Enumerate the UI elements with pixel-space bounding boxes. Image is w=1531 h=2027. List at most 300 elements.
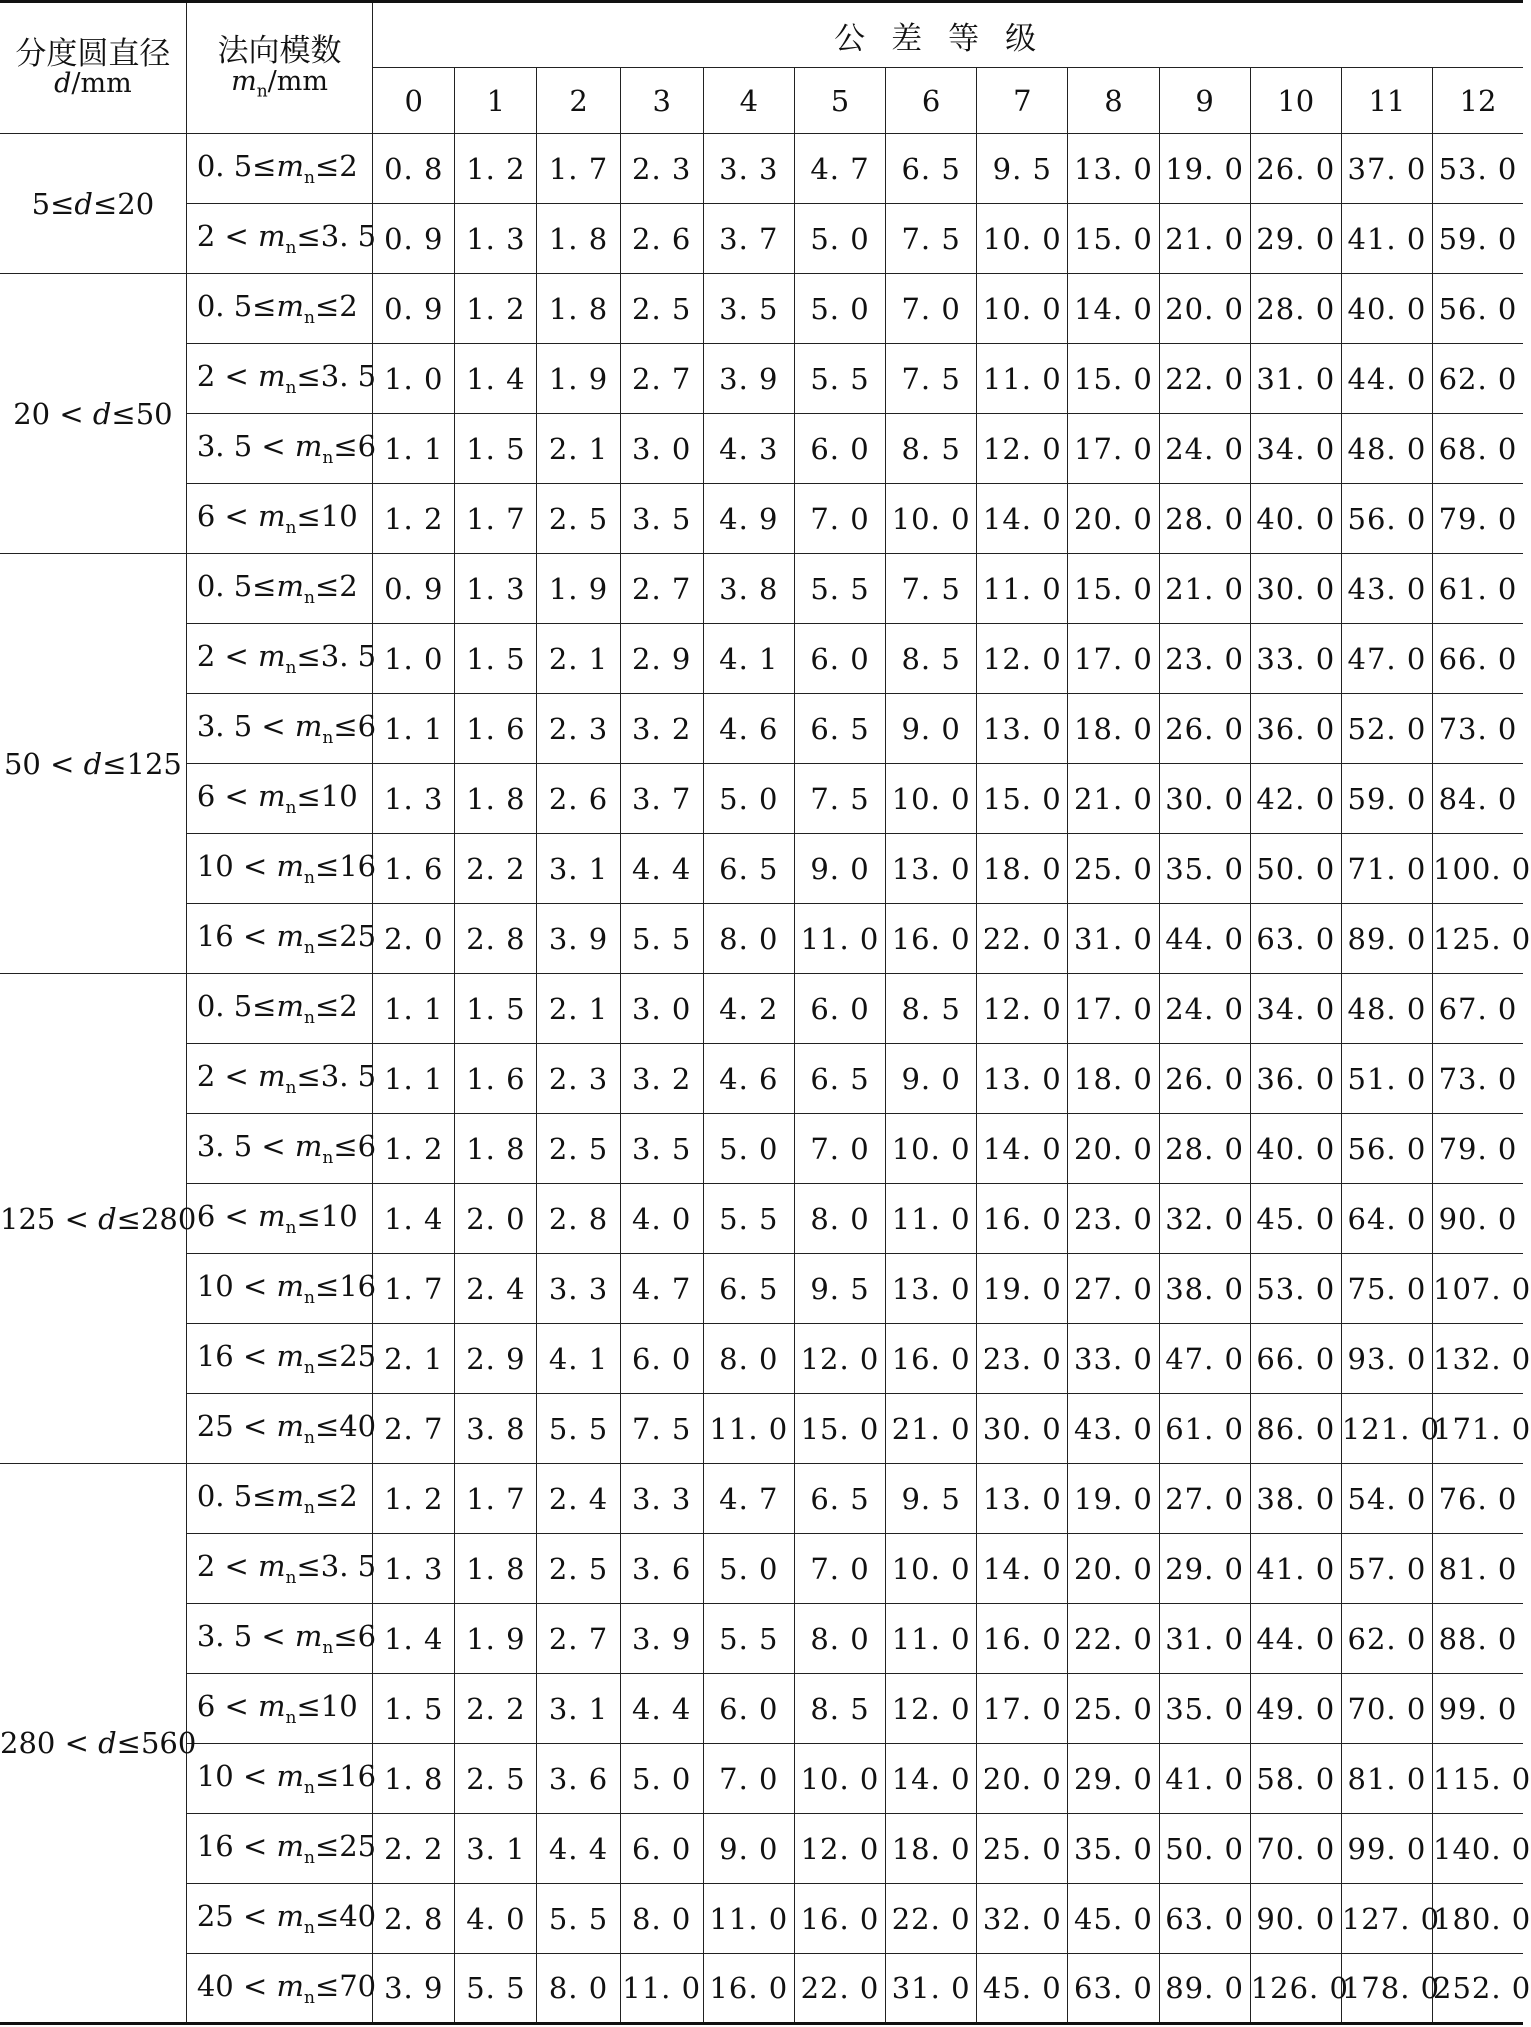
tolerance-value-cell: 1. 4 <box>373 1184 455 1254</box>
tolerance-value-cell: 6. 5 <box>703 834 794 904</box>
tolerance-value-cell: 14. 0 <box>977 484 1068 554</box>
tolerance-value-cell: 8. 0 <box>537 1954 620 2024</box>
tolerance-value-cell: 54. 0 <box>1341 1464 1432 1534</box>
tolerance-value-cell: 17. 0 <box>1068 974 1159 1044</box>
grade-header-10: 10 <box>1250 68 1341 134</box>
tolerance-value-cell: 13. 0 <box>886 834 977 904</box>
tolerance-value-cell: 2. 7 <box>373 1394 455 1464</box>
tolerance-value-cell: 8. 5 <box>794 1674 885 1744</box>
tolerance-value-cell: 28. 0 <box>1159 1114 1250 1184</box>
tolerance-value-cell: 2. 9 <box>455 1324 537 1394</box>
tolerance-value-cell: 61. 0 <box>1159 1394 1250 1464</box>
tolerance-value-cell: 5. 5 <box>794 554 885 624</box>
table-row <box>0 1114 1523 1184</box>
table-row <box>0 1044 1523 1114</box>
tolerance-value-cell: 79. 0 <box>1433 484 1524 554</box>
tolerance-value-cell: 59. 0 <box>1341 764 1432 834</box>
grade-header-4: 4 <box>703 68 794 134</box>
tolerance-value-cell: 73. 0 <box>1433 694 1524 764</box>
tolerance-value-cell: 12. 0 <box>977 414 1068 484</box>
tolerance-value-cell: 1. 7 <box>455 484 537 554</box>
tolerance-value-cell: 3. 5 <box>620 1114 703 1184</box>
tolerance-value-cell: 1. 4 <box>373 1604 455 1674</box>
tolerance-value-cell: 9. 0 <box>886 694 977 764</box>
tolerance-value-cell: 2. 1 <box>373 1324 455 1394</box>
tolerance-value-cell: 21. 0 <box>1159 554 1250 624</box>
module-range-cell: 0. $5\le m_n\le 2$ <box>186 974 372 1044</box>
grade-header-8: 8 <box>1068 68 1159 134</box>
diameter-range-cell: 125 < d≤280 <box>0 974 186 1464</box>
tolerance-value-cell: 1. 4 <box>455 344 537 414</box>
grade-header-3: 3 <box>620 68 703 134</box>
tolerance-value-cell: 5. 0 <box>794 274 885 344</box>
tolerance-value-cell: 171. 0 <box>1433 1394 1524 1464</box>
tolerance-value-cell: 2. 5 <box>455 1744 537 1814</box>
tolerance-value-cell: 4. 2 <box>703 974 794 1044</box>
tolerance-value-cell: 7. 0 <box>794 1534 885 1604</box>
tolerance-value-cell: 6. 5 <box>886 134 977 204</box>
module-range-cell: $2 < m_n\le 3$. 5 <box>186 1044 372 1114</box>
tolerance-value-cell: 107. 0 <box>1433 1254 1524 1324</box>
tolerance-value-cell: 7. 5 <box>794 764 885 834</box>
tolerance-value-cell: 4. 4 <box>537 1814 620 1884</box>
tolerance-value-cell: 18. 0 <box>886 1814 977 1884</box>
tolerance-value-cell: 25. 0 <box>977 1814 1068 1884</box>
table-row <box>0 1324 1523 1394</box>
tolerance-value-cell: 81. 0 <box>1341 1744 1432 1814</box>
tolerance-value-cell: 20. 0 <box>1159 274 1250 344</box>
tolerance-value-cell: 41. 0 <box>1341 204 1432 274</box>
tolerance-value-cell: 16. 0 <box>886 904 977 974</box>
tolerance-value-cell: 7. 0 <box>886 274 977 344</box>
tolerance-value-cell: 2. 3 <box>537 1044 620 1114</box>
tolerance-value-cell: 3. 9 <box>620 1604 703 1674</box>
tolerance-value-cell: 45. 0 <box>977 1954 1068 2024</box>
tolerance-value-cell: 1. 3 <box>373 1534 455 1604</box>
tolerance-value-cell: 2. 0 <box>455 1184 537 1254</box>
tolerance-value-cell: 2. 2 <box>455 1674 537 1744</box>
tolerance-value-cell: 31. 0 <box>1068 904 1159 974</box>
tolerance-value-cell: 2. 5 <box>537 1114 620 1184</box>
table-row <box>0 1394 1523 1464</box>
grade-header-0: 0 <box>373 68 455 134</box>
tolerance-value-cell: 33. 0 <box>1068 1324 1159 1394</box>
tolerance-value-cell: 16. 0 <box>703 1954 794 2024</box>
module-range-cell: 0. $5\le m_n\le 2$ <box>186 1464 372 1534</box>
module-range-cell: $16 < m_n\le 25$ <box>186 1814 372 1884</box>
tolerance-value-cell: 1. 8 <box>455 764 537 834</box>
tolerance-value-cell: 34. 0 <box>1250 974 1341 1044</box>
tolerance-value-cell: 3. 5 <box>620 484 703 554</box>
module-range-cell: $2 < m_n\le 3$. 5 <box>186 344 372 414</box>
tolerance-value-cell: 3. 8 <box>703 554 794 624</box>
tolerance-value-cell: 12. 0 <box>886 1674 977 1744</box>
tolerance-value-cell: 22. 0 <box>1068 1604 1159 1674</box>
tolerance-value-cell: 26. 0 <box>1159 694 1250 764</box>
tolerance-value-cell: 43. 0 <box>1068 1394 1159 1464</box>
table-row <box>0 1254 1523 1324</box>
tolerance-value-cell: 43. 0 <box>1341 554 1432 624</box>
table-row <box>0 1884 1523 1954</box>
tolerance-value-cell: 36. 0 <box>1250 694 1341 764</box>
table-row <box>0 414 1523 484</box>
tolerance-value-cell: 31. 0 <box>886 1954 977 2024</box>
header-module-title: 法向模数 <box>217 33 342 70</box>
tolerance-value-cell: 21. 0 <box>1068 764 1159 834</box>
tolerance-value-cell: 2. 1 <box>537 414 620 484</box>
module-range-cell: $6 < m_n\le 10$ <box>186 1184 372 1254</box>
tolerance-value-cell: 47. 0 <box>1341 624 1432 694</box>
tolerance-value-cell: 35. 0 <box>1159 1674 1250 1744</box>
tolerance-value-cell: 50. 0 <box>1250 834 1341 904</box>
tolerance-value-cell: 4. 7 <box>703 1464 794 1534</box>
tolerance-value-cell: 62. 0 <box>1341 1604 1432 1674</box>
grade-header-9: 9 <box>1159 68 1250 134</box>
header-tolerance-grade: 公差等级 <box>373 2 1523 68</box>
tolerance-value-cell: 14. 0 <box>886 1744 977 1814</box>
tolerance-value-cell: 1. 3 <box>373 764 455 834</box>
tolerance-value-cell: 4. 7 <box>620 1254 703 1324</box>
tolerance-value-cell: 20. 0 <box>1068 1114 1159 1184</box>
tolerance-value-cell: 48. 0 <box>1341 414 1432 484</box>
tolerance-value-cell: 8. 5 <box>886 414 977 484</box>
tolerance-value-cell: 38. 0 <box>1159 1254 1250 1324</box>
table-row <box>0 484 1523 554</box>
tolerance-value-cell: 2. 3 <box>620 134 703 204</box>
tolerance-value-cell: 4. 7 <box>794 134 885 204</box>
diameter-range-cell: 5≤d≤20 <box>0 134 186 274</box>
tolerance-value-cell: 27. 0 <box>1159 1464 1250 1534</box>
tolerance-value-cell: 132. 0 <box>1433 1324 1524 1394</box>
tolerance-value-cell: 29. 0 <box>1068 1744 1159 1814</box>
tolerance-value-cell: 16. 0 <box>977 1184 1068 1254</box>
tolerance-value-cell: 31. 0 <box>1159 1604 1250 1674</box>
tolerance-value-cell: 1. 3 <box>455 554 537 624</box>
tolerance-value-cell: 3. 0 <box>620 974 703 1044</box>
tolerance-value-cell: 1. 8 <box>455 1114 537 1184</box>
tolerance-value-cell: 5. 0 <box>703 1534 794 1604</box>
tolerance-value-cell: 16. 0 <box>886 1324 977 1394</box>
tolerance-value-cell: 44. 0 <box>1250 1604 1341 1674</box>
tolerance-value-cell: 24. 0 <box>1159 974 1250 1044</box>
tolerance-value-cell: 1. 2 <box>455 134 537 204</box>
tolerance-value-cell: 3. 0 <box>620 414 703 484</box>
tolerance-value-cell: 252. 0 <box>1433 1954 1524 2024</box>
tolerance-value-cell: 47. 0 <box>1159 1324 1250 1394</box>
tolerance-value-cell: 26. 0 <box>1250 134 1341 204</box>
tolerance-value-cell: 13. 0 <box>1068 134 1159 204</box>
tolerance-value-cell: 10. 0 <box>886 1114 977 1184</box>
tolerance-value-cell: 14. 0 <box>977 1114 1068 1184</box>
tolerance-value-cell: 8. 0 <box>703 1324 794 1394</box>
tolerance-value-cell: 35. 0 <box>1068 1814 1159 1884</box>
tolerance-value-cell: 30. 0 <box>977 1394 1068 1464</box>
tolerance-value-cell: 2. 8 <box>373 1884 455 1954</box>
tolerance-value-cell: 11. 0 <box>977 344 1068 414</box>
tolerance-value-cell: 11. 0 <box>703 1884 794 1954</box>
tolerance-value-cell: 1. 9 <box>537 344 620 414</box>
tolerance-value-cell: 4. 0 <box>455 1884 537 1954</box>
tolerance-value-cell: 13. 0 <box>977 1464 1068 1534</box>
tolerance-value-cell: 99. 0 <box>1341 1814 1432 1884</box>
tolerance-value-cell: 11. 0 <box>794 904 885 974</box>
table-row <box>0 1744 1523 1814</box>
tolerance-value-cell: 9. 5 <box>977 134 1068 204</box>
tolerance-value-cell: 19. 0 <box>977 1254 1068 1324</box>
tolerance-value-cell: 75. 0 <box>1341 1254 1432 1324</box>
tolerance-value-cell: 5. 5 <box>703 1184 794 1254</box>
tolerance-value-cell: 41. 0 <box>1159 1744 1250 1814</box>
table-row <box>0 554 1523 624</box>
tolerance-value-cell: 48. 0 <box>1341 974 1432 1044</box>
tolerance-value-cell: 2. 5 <box>537 484 620 554</box>
tolerance-value-cell: 23. 0 <box>977 1324 1068 1394</box>
tolerance-value-cell: 6. 0 <box>794 974 885 1044</box>
tolerance-value-cell: 13. 0 <box>977 694 1068 764</box>
tolerance-value-cell: 3. 6 <box>620 1534 703 1604</box>
tolerance-value-cell: 89. 0 <box>1159 1954 1250 2024</box>
table-row <box>0 274 1523 344</box>
tolerance-value-cell: 17. 0 <box>1068 624 1159 694</box>
tolerance-value-cell: 44. 0 <box>1341 344 1432 414</box>
tolerance-value-cell: 44. 0 <box>1159 904 1250 974</box>
tolerance-value-cell: 15. 0 <box>977 764 1068 834</box>
tolerance-value-cell: 3. 1 <box>537 1674 620 1744</box>
tolerance-value-cell: 40. 0 <box>1250 1114 1341 1184</box>
tolerance-value-cell: 2. 7 <box>620 344 703 414</box>
tolerance-value-cell: 1. 8 <box>455 1534 537 1604</box>
tolerance-value-cell: 45. 0 <box>1250 1184 1341 1254</box>
tolerance-value-cell: 29. 0 <box>1159 1534 1250 1604</box>
tolerance-value-cell: 68. 0 <box>1433 414 1524 484</box>
tolerance-value-cell: 51. 0 <box>1341 1044 1432 1114</box>
tolerance-value-cell: 17. 0 <box>977 1674 1068 1744</box>
grade-header-11: 11 <box>1341 68 1432 134</box>
tolerance-value-cell: 3. 7 <box>703 204 794 274</box>
tolerance-value-cell: 5. 5 <box>703 1604 794 1674</box>
tolerance-value-cell: 4. 3 <box>703 414 794 484</box>
header-diameter-title: 分度圆直径 <box>15 35 171 72</box>
tolerance-value-cell: 2. 4 <box>455 1254 537 1324</box>
tolerance-value-cell: 8. 0 <box>794 1604 885 1674</box>
tolerance-value-cell: 89. 0 <box>1341 904 1432 974</box>
diameter-range-cell: 50 < d≤125 <box>0 554 186 974</box>
tolerance-value-cell: 6. 5 <box>794 1464 885 1534</box>
tolerance-value-cell: 67. 0 <box>1433 974 1524 1044</box>
tolerance-value-cell: 2. 0 <box>373 904 455 974</box>
tolerance-value-cell: 9. 0 <box>794 834 885 904</box>
tolerance-value-cell: 0. 9 <box>373 554 455 624</box>
tolerance-value-cell: 86. 0 <box>1250 1394 1341 1464</box>
tolerance-value-cell: 3. 9 <box>703 344 794 414</box>
tolerance-value-cell: 125. 0 <box>1433 904 1524 974</box>
tolerance-value-cell: 93. 0 <box>1341 1324 1432 1394</box>
tolerance-value-cell: 1. 1 <box>373 694 455 764</box>
tolerance-value-cell: 1. 7 <box>373 1254 455 1324</box>
tolerance-value-cell: 5. 5 <box>537 1884 620 1954</box>
tolerance-value-cell: 7. 0 <box>794 1114 885 1184</box>
tolerance-value-cell: 7. 0 <box>794 484 885 554</box>
tolerance-value-cell: 10. 0 <box>977 204 1068 274</box>
tolerance-value-cell: 3. 1 <box>537 834 620 904</box>
tolerance-value-cell: 76. 0 <box>1433 1464 1524 1534</box>
table-row <box>0 344 1523 414</box>
tolerance-value-cell: 3. 7 <box>620 764 703 834</box>
table-row <box>0 204 1523 274</box>
tolerance-value-cell: 4. 6 <box>703 1044 794 1114</box>
module-range-cell: 0. $5\le m_n\le 2$ <box>186 134 372 204</box>
module-range-cell: $6 < m_n\le 10$ <box>186 484 372 554</box>
tolerance-value-cell: 121. 0 <box>1341 1394 1432 1464</box>
tolerance-value-cell: 178. 0 <box>1341 1954 1432 2024</box>
module-range-cell: 0. $5\le m_n\le 2$ <box>186 554 372 624</box>
tolerance-value-cell: 5. 5 <box>620 904 703 974</box>
header-module-unit: $m_n/mm$ <box>231 65 328 102</box>
tolerance-value-cell: 63. 0 <box>1250 904 1341 974</box>
tolerance-value-cell: 6. 0 <box>620 1324 703 1394</box>
tolerance-value-cell: 66. 0 <box>1433 624 1524 694</box>
tolerance-value-cell: 20. 0 <box>1068 1534 1159 1604</box>
tolerance-value-cell: 1. 0 <box>373 624 455 694</box>
tolerance-value-cell: 12. 0 <box>794 1324 885 1394</box>
module-range-cell: $10 < m_n\le 16$ <box>186 1744 372 1814</box>
tolerance-value-cell: 28. 0 <box>1159 484 1250 554</box>
tolerance-value-cell: 5. 5 <box>794 344 885 414</box>
tolerance-value-cell: 88. 0 <box>1433 1604 1524 1674</box>
tolerance-value-cell: 53. 0 <box>1250 1254 1341 1324</box>
module-range-cell: $16 < m_n\le 25$ <box>186 904 372 974</box>
tolerance-value-cell: 12. 0 <box>977 624 1068 694</box>
tolerance-value-cell: 13. 0 <box>886 1254 977 1324</box>
tolerance-value-cell: 15. 0 <box>1068 204 1159 274</box>
tolerance-value-cell: 4. 6 <box>703 694 794 764</box>
tolerance-value-cell: 17. 0 <box>1068 414 1159 484</box>
grade-header-6: 6 <box>886 68 977 134</box>
tolerance-value-cell: 64. 0 <box>1341 1184 1432 1254</box>
tolerance-value-cell: 2. 9 <box>620 624 703 694</box>
tolerance-value-cell: 30. 0 <box>1159 764 1250 834</box>
tolerance-value-cell: 1. 5 <box>373 1674 455 1744</box>
tolerance-value-cell: 9. 5 <box>794 1254 885 1324</box>
tolerance-value-cell: 9. 0 <box>703 1814 794 1884</box>
tolerance-value-cell: 1. 3 <box>455 204 537 274</box>
tolerance-value-cell: 2. 7 <box>620 554 703 624</box>
tolerance-value-cell: 2. 3 <box>537 694 620 764</box>
tolerance-value-cell: 1. 1 <box>373 974 455 1044</box>
tolerance-value-cell: 3. 3 <box>620 1464 703 1534</box>
tolerance-value-cell: 1. 6 <box>455 694 537 764</box>
tolerance-value-cell: 2. 5 <box>537 1534 620 1604</box>
grade-header-5: 5 <box>794 68 885 134</box>
tolerance-value-cell: 8. 5 <box>886 974 977 1044</box>
tolerance-value-cell: 18. 0 <box>1068 1044 1159 1114</box>
tolerance-value-cell: 37. 0 <box>1341 134 1432 204</box>
table-row <box>0 764 1523 834</box>
module-range-cell: 3. $5 < m_n\le 6$ <box>186 414 372 484</box>
tolerance-value-cell: 34. 0 <box>1250 414 1341 484</box>
tolerance-value-cell: 25. 0 <box>1068 1674 1159 1744</box>
tolerance-value-cell: 6. 5 <box>794 1044 885 1114</box>
tolerance-value-cell: 1. 5 <box>455 414 537 484</box>
tolerance-value-cell: 7. 5 <box>886 554 977 624</box>
tolerance-value-cell: 71. 0 <box>1341 834 1432 904</box>
module-range-cell: $25 < m_n\le 40$ <box>186 1884 372 1954</box>
header-normal-module <box>186 2 372 134</box>
table-row <box>0 834 1523 904</box>
module-range-cell: $2 < m_n\le 3$. 5 <box>186 204 372 274</box>
tolerance-value-cell: 42. 0 <box>1250 764 1341 834</box>
tolerance-value-cell: 10. 0 <box>886 1534 977 1604</box>
table-body <box>0 134 1531 2024</box>
table-row <box>0 1464 1523 1534</box>
tolerance-value-cell: 1. 2 <box>455 274 537 344</box>
tolerance-value-cell: 53. 0 <box>1433 134 1524 204</box>
tolerance-value-cell: 19. 0 <box>1068 1464 1159 1534</box>
tolerance-value-cell: 84. 0 <box>1433 764 1524 834</box>
tolerance-value-cell: 100. 0 <box>1433 834 1524 904</box>
tolerance-value-cell: 2. 1 <box>537 624 620 694</box>
tolerance-value-cell: 5. 0 <box>703 1114 794 1184</box>
tolerance-value-cell: 2. 6 <box>537 764 620 834</box>
tolerance-value-cell: 7. 5 <box>886 344 977 414</box>
tolerance-value-cell: 61. 0 <box>1433 554 1524 624</box>
tolerance-value-cell: 12. 0 <box>977 974 1068 1044</box>
tolerance-value-cell: 140. 0 <box>1433 1814 1524 1884</box>
tolerance-value-cell: 0. 8 <box>373 134 455 204</box>
tolerance-value-cell: 23. 0 <box>1159 624 1250 694</box>
tolerance-value-cell: 4. 4 <box>620 834 703 904</box>
tolerance-value-cell: 1. 7 <box>537 134 620 204</box>
table-row <box>0 1814 1523 1884</box>
tolerance-value-cell: 40. 0 <box>1250 484 1341 554</box>
tolerance-value-cell: 1. 2 <box>373 1464 455 1534</box>
tolerance-value-cell: 58. 0 <box>1250 1744 1341 1814</box>
tolerance-value-cell: 22. 0 <box>977 904 1068 974</box>
tolerance-value-cell: 2. 2 <box>373 1814 455 1884</box>
tolerance-value-cell: 20. 0 <box>977 1744 1068 1814</box>
tolerance-value-cell: 22. 0 <box>1159 344 1250 414</box>
tolerance-value-cell: 56. 0 <box>1433 274 1524 344</box>
tolerance-value-cell: 15. 0 <box>794 1394 885 1464</box>
tolerance-value-cell: 62. 0 <box>1433 344 1524 414</box>
tolerance-value-cell: 1. 2 <box>373 1114 455 1184</box>
tolerance-value-cell: 1. 1 <box>373 1044 455 1114</box>
tolerance-value-cell: 70. 0 <box>1341 1674 1432 1744</box>
tolerance-value-cell: 2. 8 <box>455 904 537 974</box>
tolerance-value-cell: 1. 8 <box>537 274 620 344</box>
header-row-1 <box>0 2 1523 68</box>
tolerance-value-cell: 5. 5 <box>537 1394 620 1464</box>
tolerance-value-cell: 180. 0 <box>1433 1884 1524 1954</box>
tolerance-value-cell: 29. 0 <box>1250 204 1341 274</box>
tolerance-value-cell: 40. 0 <box>1341 274 1432 344</box>
tolerance-value-cell: 49. 0 <box>1250 1674 1341 1744</box>
tolerance-value-cell: 6. 5 <box>703 1254 794 1324</box>
tolerance-value-cell: 63. 0 <box>1068 1954 1159 2024</box>
tolerance-value-cell: 90. 0 <box>1433 1184 1524 1254</box>
tolerance-value-cell: 15. 0 <box>1068 344 1159 414</box>
tolerance-value-cell: 19. 0 <box>1159 134 1250 204</box>
tolerance-value-cell: 14. 0 <box>977 1534 1068 1604</box>
tolerance-value-cell: 8. 0 <box>703 904 794 974</box>
tolerance-value-cell: 0. 9 <box>373 204 455 274</box>
tolerance-value-cell: 56. 0 <box>1341 484 1432 554</box>
tolerance-value-cell: 59. 0 <box>1433 204 1524 274</box>
tolerance-value-cell: 3. 2 <box>620 1044 703 1114</box>
module-range-cell: 3. $5 < m_n\le 6$ <box>186 694 372 764</box>
tolerance-value-cell: 2. 1 <box>537 974 620 1044</box>
tolerance-value-cell: 33. 0 <box>1250 624 1341 694</box>
